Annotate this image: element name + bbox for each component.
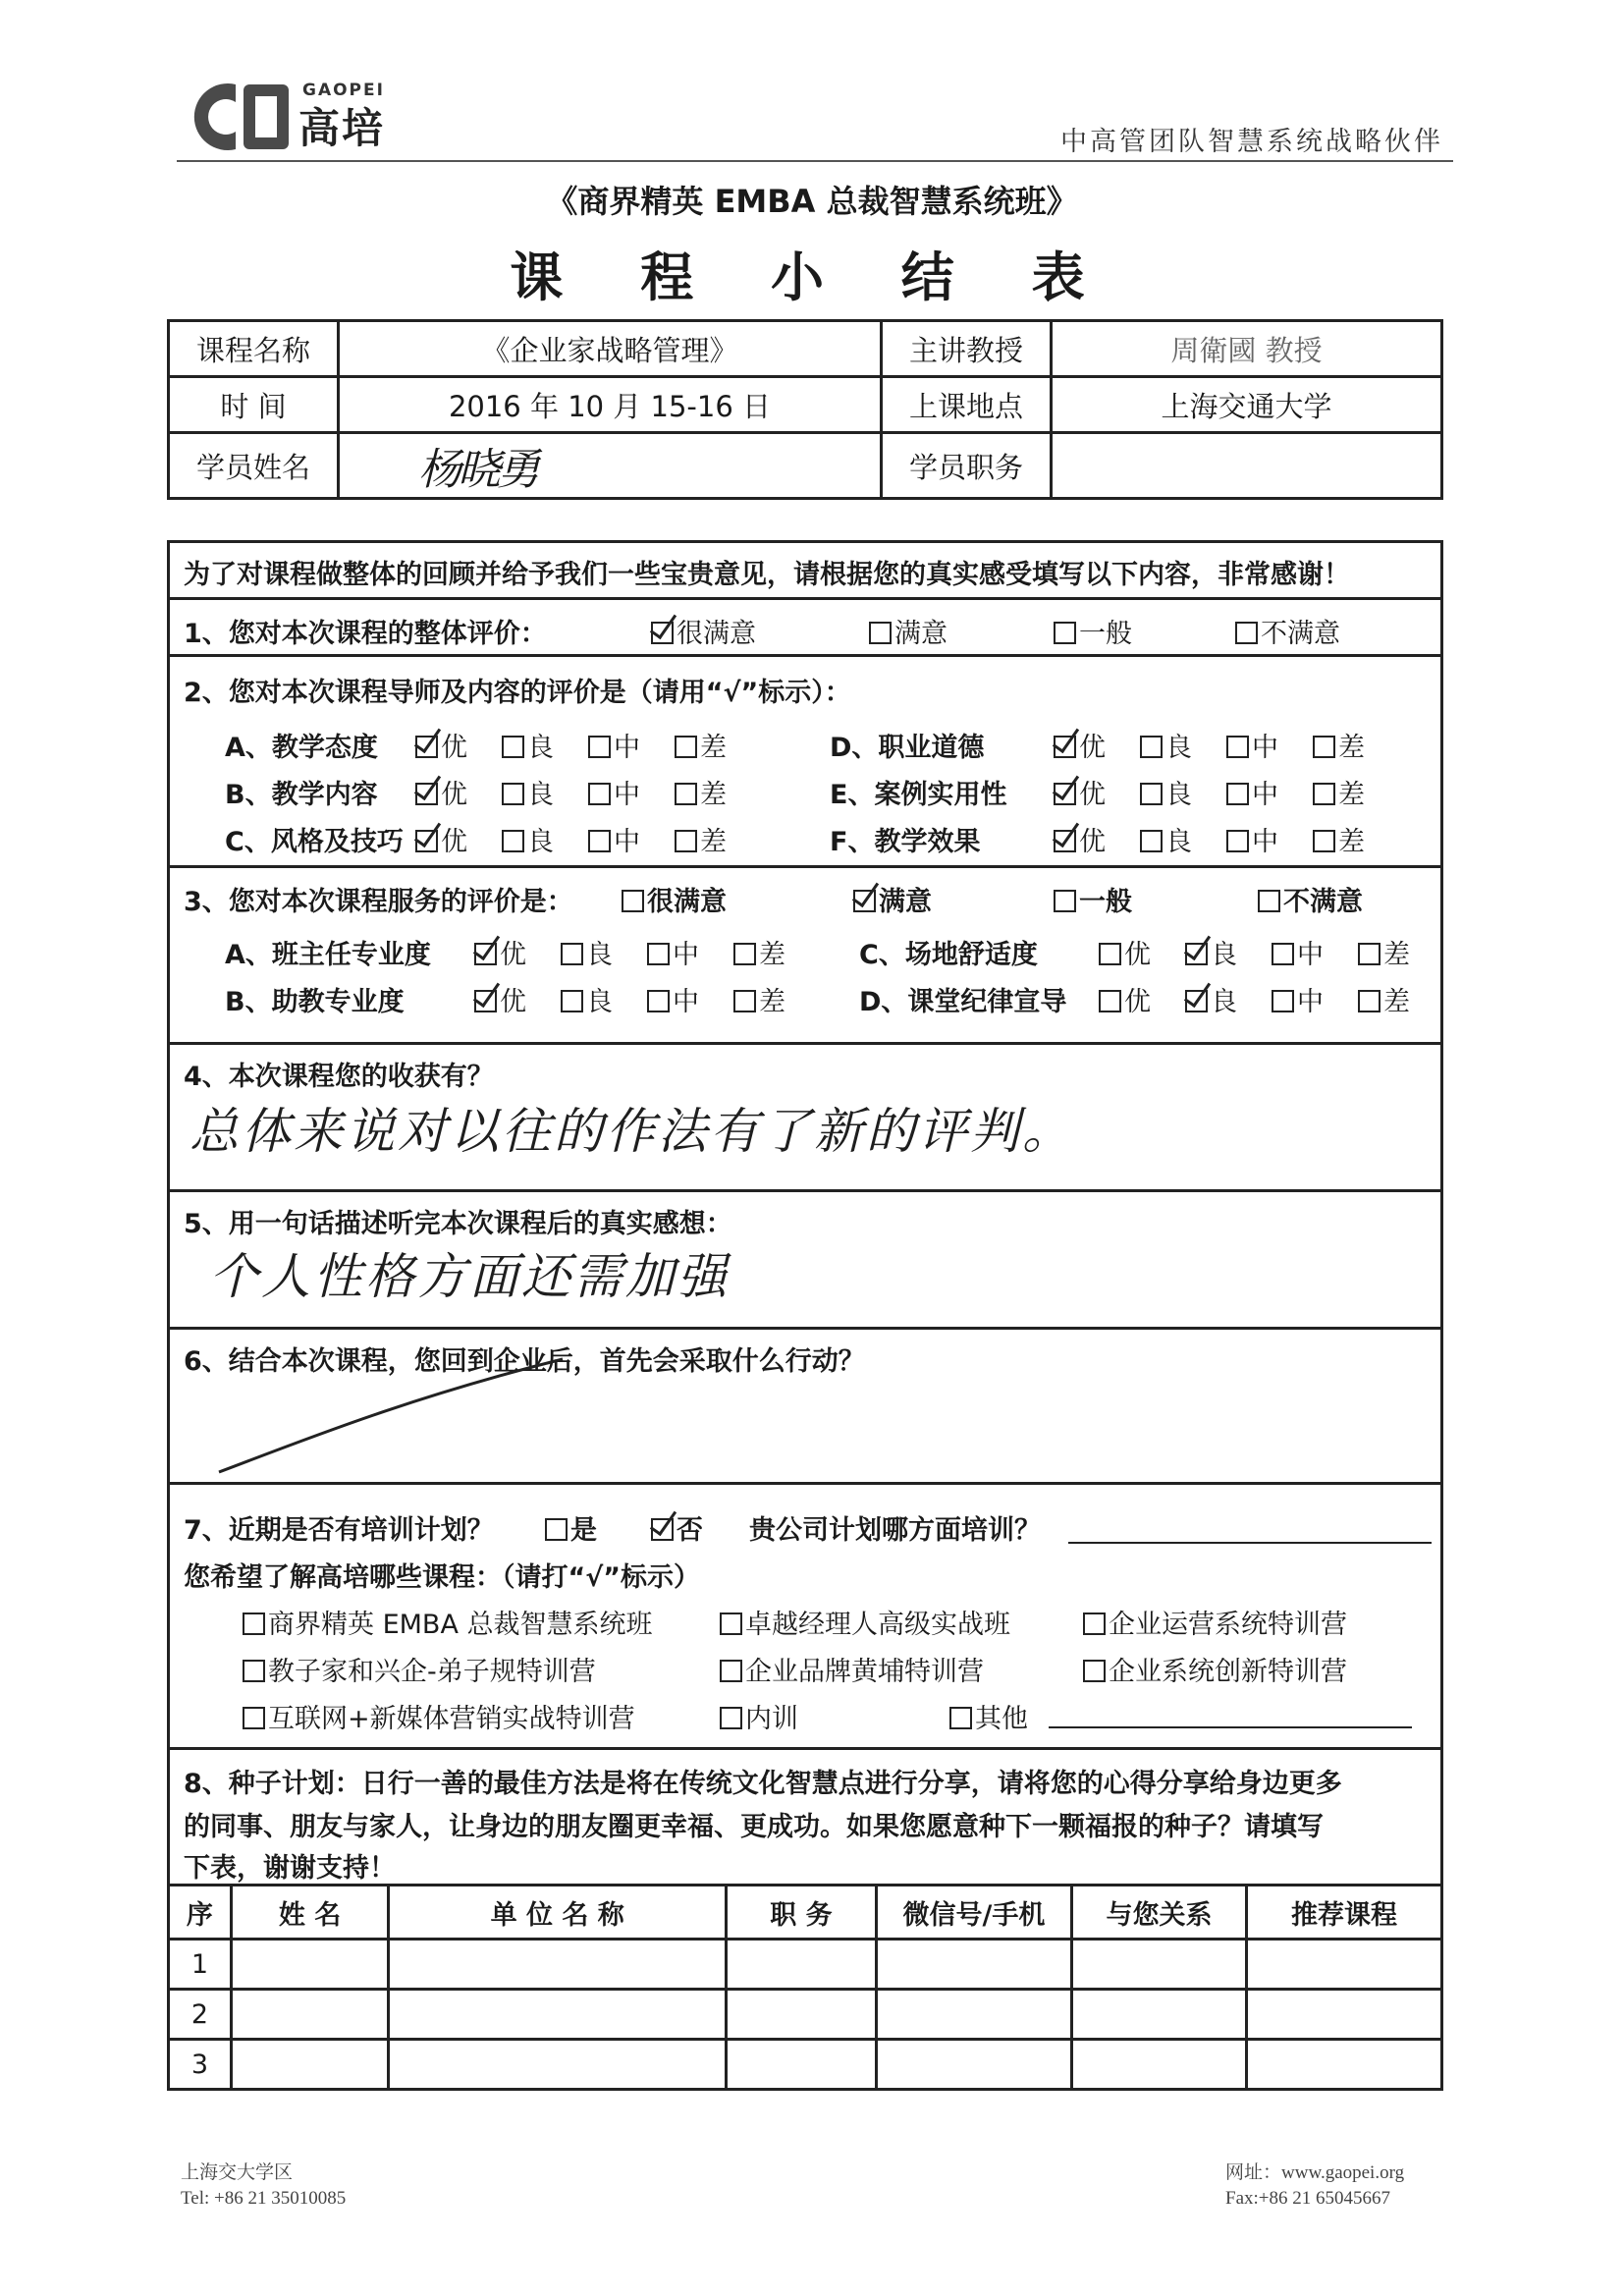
rating-option[interactable] [1226, 773, 1278, 811]
seed-input-cell[interactable] [231, 1940, 388, 1990]
course-option[interactable] [243, 1697, 635, 1735]
rating-option[interactable] [1272, 933, 1324, 971]
rating-option-label: 差 [1383, 987, 1410, 1017]
course-name-label: 课程名称 [169, 321, 339, 377]
rating-option-label: 良 [1165, 827, 1192, 857]
rating-option-label: 优 [1079, 780, 1106, 810]
rating-option[interactable] [502, 773, 554, 811]
intro-box [167, 540, 1443, 597]
q3-option-very-satisfied[interactable]: 很满意 [622, 880, 727, 918]
rating-row-label: D、职业道德 [830, 733, 985, 763]
rating-option[interactable] [1140, 820, 1192, 858]
rating-row-label: C、风格及技巧 [225, 827, 404, 857]
footer-website-label: 网址： [1225, 2162, 1282, 2183]
q7-section [167, 1482, 1443, 1747]
seed-input-cell[interactable] [1072, 1990, 1247, 2040]
rating-option-label: 中 [1252, 827, 1278, 857]
course-option-label: 企业系统创新特训营 [1109, 1657, 1347, 1687]
seed-row-number: 3 [169, 2040, 232, 2090]
rating-option[interactable] [675, 773, 727, 811]
rating-option-label: 差 [1338, 733, 1365, 763]
professor-value[interactable]: 周衛國 教授 [1052, 321, 1442, 377]
rating-option[interactable] [733, 933, 785, 971]
q1-text: 1、您对本次课程的整体评价： [184, 619, 547, 649]
seed-input-cell[interactable] [1246, 1990, 1441, 2040]
rating-option[interactable] [1099, 980, 1151, 1018]
rating-option[interactable] [1226, 726, 1278, 764]
checkbox[interactable] [1358, 990, 1380, 1012]
seed-input-cell[interactable] [1246, 2040, 1441, 2090]
checkbox[interactable] [1083, 1660, 1106, 1682]
rating-option-label: 优 [500, 940, 526, 970]
q6-text: 6、结合本次课程，您回到企业后，首先会采取什么行动？ [184, 1346, 865, 1377]
q2-section [167, 654, 1443, 865]
checkbox[interactable] [647, 990, 670, 1012]
student-job-label: 学员职务 [882, 433, 1052, 499]
checkbox[interactable] [949, 1707, 972, 1729]
checkbox[interactable] [1313, 783, 1335, 805]
checkbox[interactable] [1272, 990, 1294, 1012]
checkbox[interactable] [502, 736, 524, 758]
checkbox[interactable] [1226, 736, 1249, 758]
rating-option-label: 良 [527, 733, 554, 763]
checkbox[interactable] [588, 830, 611, 852]
checkbox-checked[interactable] [1054, 830, 1076, 852]
checkbox[interactable] [243, 1660, 265, 1682]
q1-option-satisfied[interactable]: 满意 [869, 612, 947, 650]
seed-header-cell: 单 位 名 称 [389, 1886, 727, 1940]
seed-input-cell[interactable] [727, 1940, 877, 1990]
professor-label: 主讲教授 [882, 321, 1052, 377]
page-title: 课 程 小 结 表 [510, 246, 1114, 308]
footer-campus: 上海交大学区 [181, 2162, 294, 2183]
q3-section [167, 865, 1443, 1042]
seed-header-cell: 推荐课程 [1246, 1886, 1441, 1940]
rating-option-label: 中 [614, 780, 640, 810]
checkbox[interactable] [733, 990, 756, 1012]
seed-table-header [169, 1886, 1442, 1940]
signature: 杨晓勇 [418, 445, 536, 495]
checkbox[interactable] [675, 783, 697, 805]
rating-row-label: F、教学效果 [830, 827, 981, 857]
q1-option-very-satisfied[interactable]: 很满意 [651, 612, 756, 650]
q1-option-average[interactable]: 一般 [1054, 612, 1132, 650]
rating-option-label: 中 [1252, 733, 1278, 763]
q6-pen-stroke [209, 1349, 602, 1477]
course-option-label: 企业品牌黄埔特训营 [745, 1657, 984, 1687]
checkbox-checked[interactable] [415, 830, 438, 852]
checkbox-checked[interactable] [415, 783, 438, 805]
rating-option[interactable] [1358, 933, 1410, 971]
rating-option[interactable] [1226, 820, 1278, 858]
rating-row-label: A、班主任专业度 [225, 940, 431, 970]
rating-option[interactable] [1054, 726, 1106, 764]
checkbox[interactable] [1054, 890, 1076, 912]
slogan: 中高管团队智慧系统战略伙伴 [1060, 127, 1443, 157]
rating-option[interactable] [1140, 773, 1192, 811]
checkbox[interactable] [502, 783, 524, 805]
q4-handwritten-answer[interactable]: 总体来说对以往的作法有了新的评判。 [189, 1103, 1074, 1160]
checkbox[interactable] [545, 1518, 568, 1541]
rating-option[interactable] [1185, 980, 1237, 1018]
q7-text: 7、近期是否有培训计划？ [184, 1515, 494, 1546]
rating-option[interactable] [474, 933, 526, 971]
checkbox[interactable] [1140, 783, 1163, 805]
checkbox[interactable] [588, 783, 611, 805]
q8-line3: 下表，谢谢支持！ [184, 1853, 396, 1884]
checkbox[interactable] [869, 622, 892, 644]
time-label: 时 间 [169, 377, 339, 433]
rating-option[interactable] [1099, 933, 1151, 971]
course-option[interactable] [720, 1650, 984, 1688]
seed-header-cell: 职 务 [727, 1886, 877, 1940]
checkbox[interactable] [243, 1613, 265, 1635]
rating-option[interactable] [588, 726, 640, 764]
rating-option-label: 差 [1338, 827, 1365, 857]
checkbox-checked[interactable] [651, 1518, 674, 1541]
q7-option-yes[interactable]: 是 [545, 1508, 597, 1547]
rating-option[interactable] [1054, 820, 1106, 858]
student-name-value[interactable] [339, 433, 882, 499]
rating-option[interactable] [415, 726, 467, 764]
footer-right [1225, 2160, 1404, 2212]
rating-option[interactable] [647, 980, 699, 1018]
rating-option-label: 良 [1211, 940, 1237, 970]
seed-input-cell[interactable] [1072, 2040, 1247, 2090]
rating-option-label: 差 [1383, 940, 1410, 970]
seed-header-cell: 姓 名 [231, 1886, 388, 1940]
rating-option[interactable] [675, 820, 727, 858]
rating-option[interactable] [1272, 980, 1324, 1018]
course-option-label: 教子家和兴企-弟子规特训营 [268, 1657, 596, 1687]
q1-option-unsatisfied[interactable]: 不满意 [1235, 612, 1340, 650]
rating-option-label: 中 [614, 827, 640, 857]
rating-option-label: 中 [1252, 780, 1278, 810]
checkbox[interactable] [1099, 943, 1121, 965]
rating-row-label: B、教学内容 [225, 780, 378, 810]
checkbox[interactable] [675, 736, 697, 758]
checkbox[interactable] [1272, 943, 1294, 965]
q8-section [167, 1747, 1443, 1884]
rating-option[interactable] [474, 980, 526, 1018]
checkbox[interactable] [502, 830, 524, 852]
intro-text: 为了对课程做整体的回顾并给予我们一些宝贵意见，请根据您的真实感受填写以下内容，非常感谢！ [184, 560, 1350, 590]
checkbox[interactable] [1235, 622, 1258, 644]
checkbox[interactable] [1313, 830, 1335, 852]
course-info-table [167, 319, 1443, 500]
q7-plan-question: 贵公司计划哪方面培训？ [749, 1515, 1041, 1546]
q8-line2: 的同事、朋友与家人，让身边的朋友圈更幸福、更成功。如果您愿意种下一颗福报的种子？请填写 [184, 1812, 1324, 1842]
rating-option-label: 差 [1338, 780, 1365, 810]
seed-input-cell[interactable] [231, 1990, 388, 2040]
q5-section [167, 1189, 1443, 1327]
checkbox[interactable] [561, 943, 583, 965]
q8-line1: 8、种子计划：日行一善的最佳方法是将在传统文化智慧点进行分享，请将您的心得分享给身边更多 [184, 1769, 1342, 1799]
checkbox-checked[interactable] [474, 943, 497, 965]
seed-input-cell[interactable] [727, 1990, 877, 2040]
q1-section [167, 597, 1443, 654]
rating-option[interactable] [1313, 773, 1365, 811]
rating-option[interactable] [502, 726, 554, 764]
checkbox[interactable] [647, 943, 670, 965]
seed-input-cell[interactable] [876, 2040, 1071, 2090]
logo-subtitle: GAOPEI [302, 81, 385, 100]
q7-other-line[interactable] [1049, 1726, 1412, 1728]
course-option-label: 互联网+新媒体营销实战特训营 [268, 1704, 635, 1734]
rating-option[interactable] [647, 933, 699, 971]
seed-input-cell[interactable] [231, 2040, 388, 2090]
q7-plan-answer-line[interactable] [1068, 1542, 1432, 1544]
place-value[interactable]: 上海交通大学 [1052, 377, 1442, 433]
rating-row-label: A、教学态度 [225, 733, 378, 763]
checkbox[interactable] [1226, 783, 1249, 805]
seed-header-cell: 微信号/手机 [876, 1886, 1071, 1940]
q4-text: 4、本次课程您的收获有？ [184, 1062, 494, 1092]
rating-option[interactable] [1313, 820, 1365, 858]
seed-row-number: 2 [169, 1990, 232, 2040]
rating-row-label: D、课堂纪律宣导 [859, 987, 1067, 1017]
table-row [169, 2040, 1442, 2090]
checkbox[interactable] [1054, 622, 1076, 644]
rating-option[interactable] [588, 820, 640, 858]
rating-row-label: E、案例实用性 [830, 780, 1007, 810]
rating-option[interactable] [1054, 773, 1106, 811]
rating-option-label: 中 [614, 733, 640, 763]
logo-name: 高培 [298, 104, 386, 152]
rating-option-label: 优 [441, 733, 467, 763]
checkbox[interactable] [1140, 830, 1163, 852]
rating-option[interactable] [1358, 980, 1410, 1018]
q6-section [167, 1327, 1443, 1482]
footer-left [181, 2160, 346, 2212]
rating-option-label: 良 [527, 827, 554, 857]
checkbox-checked[interactable] [415, 736, 438, 758]
rating-option-label: 良 [527, 780, 554, 810]
seed-input-cell[interactable] [876, 1990, 1071, 2040]
rating-option-label: 差 [759, 987, 785, 1017]
q3-option-average[interactable]: 一般 [1054, 880, 1132, 918]
seed-row-number: 1 [169, 1940, 232, 1990]
rating-option-label: 中 [1297, 987, 1324, 1017]
checkbox[interactable] [720, 1613, 742, 1635]
q4-section [167, 1042, 1443, 1189]
seed-input-cell[interactable] [1246, 1940, 1441, 1990]
seed-header-cell: 序 [169, 1886, 232, 1940]
checkbox-checked[interactable] [1054, 736, 1076, 758]
rating-option-label: 差 [700, 733, 727, 763]
rating-option[interactable] [561, 933, 613, 971]
rating-option[interactable] [561, 980, 613, 1018]
footer-fax: Fax:+86 21 65045667 [1225, 2188, 1390, 2209]
checkbox-checked[interactable] [1185, 943, 1208, 965]
seed-plan-table [167, 1884, 1443, 2091]
rating-option-label: 差 [700, 827, 727, 857]
rating-option-label: 中 [673, 940, 699, 970]
place-label: 上课地点 [882, 377, 1052, 433]
checkbox[interactable] [588, 736, 611, 758]
checkbox-checked[interactable] [1054, 783, 1076, 805]
rating-option-label: 优 [1124, 940, 1151, 970]
q3-text: 3、您对本次课程服务的评价是： [184, 887, 573, 917]
seed-input-cell[interactable] [1072, 1940, 1247, 1990]
q7-hope-text: 您希望了解高培哪些课程：（请打“√”标示） [184, 1562, 700, 1593]
seed-input-cell[interactable] [876, 1940, 1071, 1990]
table-row [169, 1990, 1442, 2040]
course-option-label: 卓越经理人高级实战班 [745, 1610, 1010, 1640]
checkbox[interactable] [1226, 830, 1249, 852]
rating-option-label: 优 [500, 987, 526, 1017]
rating-option-label: 良 [1165, 733, 1192, 763]
rating-option[interactable] [502, 820, 554, 858]
seed-input-cell[interactable] [727, 2040, 877, 2090]
checkbox[interactable] [561, 990, 583, 1012]
rating-option-label: 中 [1297, 940, 1324, 970]
student-job-value[interactable] [1052, 433, 1442, 499]
checkbox[interactable] [1083, 1613, 1106, 1635]
rating-option-label: 优 [1124, 987, 1151, 1017]
q3-option-satisfied[interactable]: 满意 [853, 880, 932, 918]
course-option-label: 商界精英 EMBA 总裁智慧系统班 [268, 1610, 653, 1640]
checkbox[interactable] [675, 830, 697, 852]
rating-option-label: 中 [673, 987, 699, 1017]
checkbox[interactable] [1358, 943, 1380, 965]
rating-option[interactable] [415, 820, 467, 858]
rating-option[interactable] [733, 980, 785, 1018]
rating-option[interactable] [1185, 933, 1237, 971]
rating-option-label: 优 [441, 780, 467, 810]
checkbox[interactable] [1313, 736, 1335, 758]
course-option[interactable] [243, 1603, 653, 1641]
course-name-value[interactable]: 《企业家战略管理》 [339, 321, 882, 377]
rating-option-label: 优 [1079, 827, 1106, 857]
course-option[interactable] [1083, 1603, 1347, 1641]
course-option[interactable] [1083, 1650, 1347, 1688]
course-option-label: 其他 [975, 1704, 1028, 1734]
footer-website-link[interactable]: www.gaopei.org [1281, 2162, 1405, 2183]
course-option[interactable] [243, 1650, 596, 1688]
course-option[interactable] [720, 1697, 798, 1735]
checkbox[interactable] [622, 890, 644, 912]
seed-input-cell[interactable] [389, 1940, 727, 1990]
course-option-label: 企业运营系统特训营 [1109, 1610, 1347, 1640]
student-name-label: 学员姓名 [169, 433, 339, 499]
q7-option-no[interactable]: 否 [651, 1508, 703, 1547]
q5-handwritten-answer[interactable]: 个人性格方面还需加强 [209, 1248, 730, 1305]
footer-tel: Tel: +86 21 35010085 [181, 2188, 347, 2209]
rating-option-label: 差 [700, 780, 727, 810]
rating-option[interactable] [675, 726, 727, 764]
checkbox-checked[interactable] [651, 622, 674, 644]
rating-option-label: 良 [586, 987, 613, 1017]
header-divider [177, 160, 1453, 162]
rating-option-label: 差 [759, 940, 785, 970]
rating-option-label: 优 [1079, 733, 1106, 763]
rating-row-label: B、助教专业度 [225, 987, 405, 1017]
course-option[interactable] [949, 1697, 1028, 1735]
rating-option[interactable] [415, 773, 467, 811]
q2-text: 2、您对本次课程导师及内容的评价是（请用“√”标示）： [184, 678, 851, 708]
time-value[interactable]: 2016 年 10 月 15-16 日 [339, 377, 882, 433]
seed-input-cell[interactable] [389, 1990, 727, 2040]
checkbox[interactable] [720, 1707, 742, 1729]
rating-option[interactable] [1313, 726, 1365, 764]
checkbox-checked[interactable] [1185, 990, 1208, 1012]
q3-option-unsatisfied[interactable]: 不满意 [1258, 880, 1363, 918]
checkbox[interactable] [1258, 890, 1280, 912]
checkbox[interactable] [1099, 990, 1121, 1012]
checkbox[interactable] [733, 943, 756, 965]
course-option-label: 内训 [745, 1704, 798, 1734]
rating-option-label: 优 [441, 827, 467, 857]
rating-option-label: 良 [586, 940, 613, 970]
checkbox-checked[interactable] [853, 890, 876, 912]
checkbox[interactable] [720, 1660, 742, 1682]
program-title: 《商界精英 EMBA 总裁智慧系统班》 [546, 183, 1078, 220]
checkbox[interactable] [1140, 736, 1163, 758]
checkbox[interactable] [243, 1707, 265, 1729]
seed-input-cell[interactable] [389, 2040, 727, 2090]
checkbox-checked[interactable] [474, 990, 497, 1012]
seed-header-cell: 与您关系 [1072, 1886, 1247, 1940]
rating-option-label: 良 [1211, 987, 1237, 1017]
q5-text: 5、用一句话描述听完本次课程后的真实感想： [184, 1209, 732, 1239]
rating-option[interactable] [1140, 726, 1192, 764]
rating-row-label: C、场地舒适度 [859, 940, 1038, 970]
rating-option-label: 良 [1165, 780, 1192, 810]
course-option[interactable] [720, 1603, 1010, 1641]
rating-option[interactable] [588, 773, 640, 811]
table-row [169, 1940, 1442, 1990]
